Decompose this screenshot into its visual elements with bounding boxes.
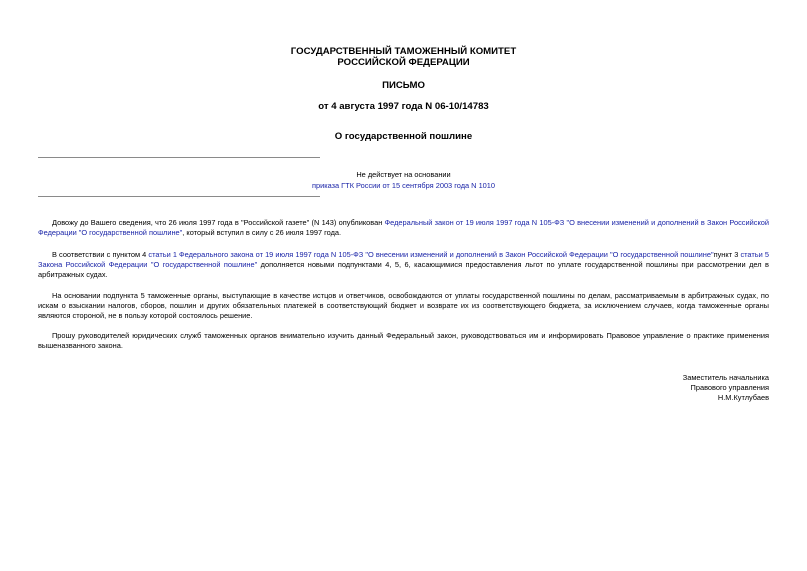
issuing-authority [0, 46, 807, 68]
federal-law-link[interactable]: Федеральный закон от 19 июля 1997 года N 105-ФЗ "О внесении изменений и дополнений в Закон Российской Федерации "О государственной пошлине" [38, 218, 769, 238]
paragraph-2-text-c: дополняется новыми подпунктами 4, 5, 6, касающимися предоставления льгот по уплате государственной пошлины при рассмотрении дел в арбитражных судах. [38, 260, 769, 280]
signature-position-2: Правового управления [690, 383, 769, 393]
authority-line-2: РОССИЙСКОЙ ФЕДЕРАЦИИ [337, 57, 470, 68]
signature-position-1: Заместитель начальника [682, 373, 769, 382]
paragraph-2 [38, 250, 769, 281]
signature-block [683, 373, 769, 404]
document-subject: О государственной пошлине [334, 131, 473, 142]
signature-name: Н.М.Кутлубаев [717, 393, 769, 403]
divider-bottom [38, 196, 320, 197]
paragraph-1-text-b: , который вступил в силу с 26 июля 1997 года. [182, 228, 342, 238]
article-5-law-link[interactable]: статьи 5 Закона Российской Федерации "О государственной пошлине" [38, 250, 769, 270]
article-1-law-link[interactable]: статьи 1 Федерального закона от 19 июля 1997 года N 105-ФЗ "О внесении изменений и дополнений в Закон Российской Федерации "О государственной пошлине" [148, 250, 714, 259]
paragraph-2-text-b: пункт 3 [713, 250, 741, 259]
paragraph-1 [38, 218, 769, 238]
paragraph-1-text-a: Довожу до Вашего сведения, что 26 июля 1997 года в "Российской газете" (N 143) опубликован [52, 218, 385, 227]
document-date-number: от 4 августа 1997 года N 06-10/14783 [318, 101, 489, 112]
document-type: ПИСЬМО [382, 80, 425, 91]
status-note-text: Не действует на основании [356, 170, 451, 179]
paragraph-4: Прошу руководителей юридических служб таможенных органов внимательно изучить данный Федеральный закон, руководствоваться им и информировать Правовое управление о практике применения вышеназванного закона. [38, 331, 769, 351]
paragraph-2-text-a: В соответствии с пунктом 4 [52, 250, 149, 259]
authority-line-1: ГОСУДАРСТВЕННЫЙ ТАМОЖЕННЫЙ КОМИТЕТ [290, 46, 517, 57]
paragraph-3: На основании подпункта 5 таможенные органы, выступающие в качестве истцов и ответчиков, освобождаются от уплаты государственной пошлины по делам, рассматриваемым в арбитражных судах, по искам о взыскании налогов, сборов, пошлин и других обязательных платежей в соответствующий бюджет и возврате их из соответствующего бюджета, за исключением случаев, когда таможенные органы являются стороной, не в пользу которой состоялось решение. [38, 291, 769, 321]
divider-top [38, 157, 320, 158]
repeal-order-link[interactable]: приказа ГТК России от 15 сентября 2003 года N 1010 [311, 181, 496, 190]
status-note [0, 169, 807, 191]
